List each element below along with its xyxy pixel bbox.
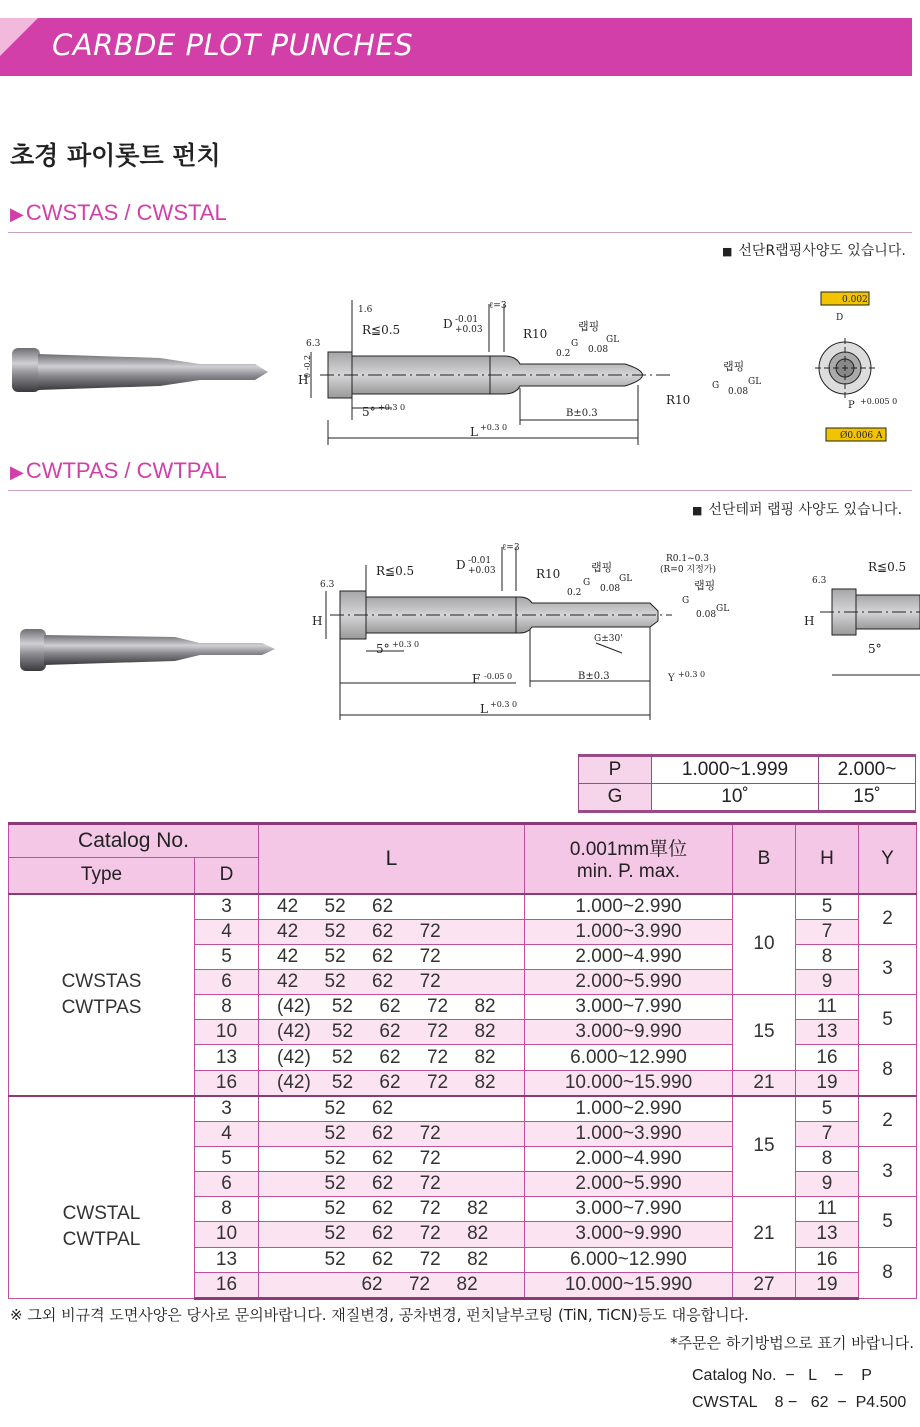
p-cell: 10.000~15.990 — [525, 1272, 733, 1298]
label-r0-note: (R=0 지정가) — [660, 565, 717, 575]
label-gl: GL — [606, 335, 620, 345]
order-example-line: CWSTAL 8 − 62 − P4.500 — [692, 1394, 907, 1411]
triangle-icon: ▶ — [10, 204, 24, 224]
gdt-d-label: D — [836, 313, 844, 323]
label-l: L — [480, 702, 488, 716]
header-type: Type — [9, 858, 195, 894]
label-f-tol: -0.05 0 — [484, 672, 513, 681]
label-r10: R10 — [523, 327, 548, 341]
section-title-cwtpas — [10, 458, 227, 484]
pitch-angle-table — [578, 754, 916, 813]
label-r05: R≦0.5 — [362, 323, 401, 337]
gdt-p-tol: +0.005 0 — [860, 397, 898, 406]
label-b: B±0.3 — [566, 408, 598, 419]
h-cell: 5 — [796, 894, 859, 920]
label-g: G — [571, 339, 579, 349]
b-cell: 10 — [733, 894, 796, 995]
footer-note: ※ 그외 비규격 도면사양은 당사로 문의바랍니다. 재질변경, 공차변경, 펀치날부코팅 (TiN, TiCN)등도 대응합니다. — [10, 1306, 749, 1324]
label-r10: R10 — [536, 567, 561, 581]
end-view-diagram — [815, 292, 897, 441]
h-cell: 7 — [796, 1121, 859, 1146]
l-cell: 42 52 62 72 — [259, 919, 525, 944]
h-cell: 19 — [796, 1070, 859, 1096]
label-r05: R≦0.5 — [376, 564, 415, 578]
label-lapping-2: 랩핑 — [694, 579, 716, 592]
label-63: 6.3 — [320, 580, 335, 590]
l-cell: 52 62 72 82 — [259, 1197, 525, 1222]
label-g: G — [583, 578, 591, 588]
partial-drawing — [804, 560, 920, 675]
label-roughness-16: 1.6 — [358, 305, 373, 315]
square-bullet-icon: ■ — [692, 504, 703, 517]
label-angle: 5° — [376, 642, 390, 656]
gdt-datum-a: A — [876, 431, 883, 441]
p-cell: 3.000~9.990 — [525, 1222, 733, 1247]
d-cell: 3 — [195, 1096, 259, 1122]
note-text: 선단테퍼 랩핑 사양도 있습니다. — [708, 502, 903, 518]
l-cell: 52 62 72 — [259, 1121, 525, 1146]
label-gl: GL — [619, 574, 633, 584]
drawing-cwtpas — [0, 525, 920, 730]
d-cell: 4 — [195, 1121, 259, 1146]
p-cell: 2.000~4.990 — [525, 944, 733, 969]
label-d-tol-bot: +0.03 — [455, 325, 483, 335]
table-cell: 15˚ — [819, 784, 916, 812]
section-divider — [8, 490, 912, 491]
p-cell: 10.000~15.990 — [525, 1070, 733, 1096]
gdt-p-label: P — [848, 400, 855, 411]
label-angle-tol: +0.3 0 — [378, 403, 406, 412]
p-cell: 1.000~3.990 — [525, 1121, 733, 1146]
label-b: B±0.3 — [578, 671, 610, 682]
table-cell: G — [579, 784, 652, 812]
type-name: CWTPAL — [62, 1229, 141, 1251]
y-cell: 3 — [859, 944, 917, 994]
b-cell: 21 — [733, 1197, 796, 1273]
y-cell: 5 — [859, 1197, 917, 1247]
banner-title: CARBDE PLOT PUNCHES — [52, 28, 414, 62]
d-cell: 6 — [195, 969, 259, 994]
note-text: 선단R랩핑사양도 있습니다. — [738, 243, 906, 259]
section1-note — [722, 240, 906, 260]
label-h: H — [298, 373, 309, 387]
b-cell: 15 — [733, 1096, 796, 1197]
section2-note — [692, 499, 902, 519]
order-note: *주문은 하기방법으로 표기 바랍니다. — [670, 1334, 914, 1352]
h-cell: 13 — [796, 1222, 859, 1247]
h-cell: 7 — [796, 919, 859, 944]
header-unit: 0.001mm單位 — [569, 839, 688, 861]
label-008: 0.08 — [588, 345, 609, 355]
label-d-tol-top: -0.01 — [468, 556, 492, 566]
p-cell: 6.000~12.990 — [525, 1045, 733, 1070]
table-row — [9, 1096, 917, 1122]
h-cell: 11 — [796, 995, 859, 1020]
page-title: 초경 파이롯트 펀치 — [10, 141, 221, 170]
h-cell: 8 — [796, 944, 859, 969]
p-cell: 1.000~3.990 — [525, 919, 733, 944]
drawing-cwstas — [0, 260, 920, 455]
header-b: B — [733, 824, 796, 894]
label-d-tol-top: -0.01 — [455, 315, 479, 325]
p-cell: 3.000~7.990 — [525, 995, 733, 1020]
section-title-cwstas — [10, 200, 227, 226]
label-008-2: 0.08 — [696, 610, 717, 620]
l-cell: (42) 52 62 72 82 — [259, 1020, 525, 1045]
h-cell: 9 — [796, 969, 859, 994]
b-cell: 15 — [733, 995, 796, 1071]
label-lapping-2: 랩핑 — [723, 360, 745, 373]
h-cell: 19 — [796, 1272, 859, 1298]
label-angle: 5° — [362, 405, 376, 419]
y-cell: 2 — [859, 894, 917, 945]
label-gl-2: GL — [716, 604, 730, 614]
p-cell: 3.000~9.990 — [525, 1020, 733, 1045]
y-cell: 8 — [859, 1045, 917, 1096]
triangle-icon: ▶ — [10, 462, 24, 482]
p-cell: 3.000~7.990 — [525, 1197, 733, 1222]
punch-photo — [20, 629, 275, 671]
d-cell: 8 — [195, 1197, 259, 1222]
label-r01-03: R0.1~0.3 — [666, 554, 709, 564]
label-d-tol-bot: +0.03 — [468, 566, 496, 576]
label-l-tol: +0.3 0 — [480, 423, 508, 432]
table-cell: 2.000~ — [819, 756, 916, 784]
table-row — [579, 756, 916, 784]
l-cell: 52 62 — [259, 1096, 525, 1122]
label-l3: ℓ=3 — [489, 301, 507, 311]
d-cell: 5 — [195, 944, 259, 969]
label-h-tol: 0 -0.2 — [303, 354, 312, 378]
l-cell: 52 62 72 82 — [259, 1247, 525, 1272]
label-02: 0.2 — [556, 349, 571, 359]
y-cell: 2 — [859, 1096, 917, 1147]
header-catalog-no: Catalog No. — [9, 824, 259, 858]
d-cell: 10 — [195, 1020, 259, 1045]
d-cell: 16 — [195, 1272, 259, 1298]
square-bullet-icon: ■ — [722, 245, 733, 258]
label-r10-tip: R10 — [666, 393, 691, 407]
label-02: 0.2 — [567, 588, 582, 598]
header-p-range — [525, 824, 733, 894]
gdt-flatness-value: 0.002 — [842, 295, 868, 305]
header-h: H — [796, 824, 859, 894]
d-cell: 16 — [195, 1070, 259, 1096]
p-cell: 1.000~2.990 — [525, 1096, 733, 1122]
l-cell: 52 62 72 82 — [259, 1222, 525, 1247]
label-angle-partial: 5° — [868, 642, 882, 656]
label-h-partial: H — [804, 614, 815, 628]
p-cell: 2.000~5.990 — [525, 1172, 733, 1197]
section-title-text: CWTPAS / CWTPAL — [25, 458, 227, 483]
p-cell: 2.000~5.990 — [525, 969, 733, 994]
l-cell: 42 52 62 72 — [259, 944, 525, 969]
header-banner — [0, 18, 912, 76]
l-cell: (42) 52 62 72 82 — [259, 1045, 525, 1070]
header-l: L — [259, 824, 525, 894]
h-cell: 9 — [796, 1172, 859, 1197]
p-cell: 1.000~2.990 — [525, 894, 733, 920]
h-cell: 16 — [796, 1247, 859, 1272]
l-cell: 42 52 62 — [259, 894, 525, 920]
section-title-text: CWSTAS / CWSTAL — [25, 200, 227, 225]
banner-corner-decoration — [0, 18, 38, 56]
table-row — [579, 784, 916, 812]
spec-table — [8, 822, 917, 1300]
l-cell: 62 72 82 — [259, 1272, 525, 1298]
header-y: Y — [859, 824, 917, 894]
type-name: CWSTAS — [61, 970, 142, 992]
d-cell: 13 — [195, 1247, 259, 1272]
l-cell: 52 62 72 — [259, 1146, 525, 1171]
header-min-max: min. P. max. — [576, 861, 681, 883]
d-cell: 4 — [195, 919, 259, 944]
label-h: H — [312, 614, 323, 628]
l-cell: (42) 52 62 72 82 — [259, 995, 525, 1020]
h-cell: 11 — [796, 1197, 859, 1222]
label-lapping: 랩핑 — [591, 561, 613, 574]
h-cell: 8 — [796, 1146, 859, 1171]
punch-photo — [12, 348, 268, 392]
label-008: 0.08 — [600, 584, 621, 594]
h-cell: 16 — [796, 1045, 859, 1070]
label-008-2: 0.08 — [728, 387, 749, 397]
y-cell: 5 — [859, 995, 917, 1045]
d-cell: 10 — [195, 1222, 259, 1247]
l-cell: (42) 52 62 72 82 — [259, 1070, 525, 1096]
label-l: L — [470, 425, 478, 439]
h-cell: 5 — [796, 1096, 859, 1122]
d-cell: 13 — [195, 1045, 259, 1070]
label-63-partial: 6.3 — [812, 576, 827, 586]
b-cell: 27 — [733, 1272, 796, 1298]
section-divider — [8, 232, 912, 233]
label-gl-2: GL — [748, 377, 762, 387]
type-cell-group1 — [9, 894, 195, 1096]
label-angle-tol: +0.3 0 — [392, 640, 420, 649]
table-row — [9, 894, 917, 920]
label-g-2: G — [712, 381, 720, 391]
y-cell: 8 — [859, 1247, 917, 1298]
d-cell: 3 — [195, 894, 259, 920]
type-cell-group2 — [9, 1096, 195, 1299]
table-cell: 1.000~1.999 — [652, 756, 819, 784]
table-header-row — [9, 824, 917, 858]
label-r05-partial: R≦0.5 — [868, 560, 907, 574]
table-cell: P — [579, 756, 652, 784]
label-d: D — [443, 317, 453, 331]
label-l-tol: +0.3 0 — [490, 700, 518, 709]
label-63: 6.3 — [306, 339, 321, 349]
d-cell: 6 — [195, 1172, 259, 1197]
label-y-tol: +0.3 0 — [678, 670, 706, 679]
label-lapping: 랩핑 — [578, 320, 600, 333]
d-cell: 8 — [195, 995, 259, 1020]
label-g30: G±30' — [594, 634, 623, 644]
l-cell: 42 52 62 72 — [259, 969, 525, 994]
y-cell: 3 — [859, 1146, 917, 1196]
type-name: CWSTAL — [62, 1203, 141, 1225]
p-cell: 2.000~4.990 — [525, 1146, 733, 1171]
b-cell: 21 — [733, 1070, 796, 1096]
gdt-position-value: Ø0.006 — [840, 431, 874, 441]
h-cell: 13 — [796, 1020, 859, 1045]
p-cell: 6.000~12.990 — [525, 1247, 733, 1272]
label-d: D — [456, 558, 466, 572]
label-y: Y — [668, 673, 675, 684]
label-g-2: G — [682, 596, 690, 606]
label-l3: ℓ=3 — [502, 543, 520, 553]
order-format-line: Catalog No. − L − P — [692, 1367, 872, 1384]
table-cell: 10˚ — [652, 784, 819, 812]
label-f: F — [472, 672, 481, 686]
type-name: CWTPAS — [61, 996, 142, 1018]
header-d: D — [195, 858, 259, 894]
l-cell: 52 62 72 — [259, 1172, 525, 1197]
d-cell: 5 — [195, 1146, 259, 1171]
